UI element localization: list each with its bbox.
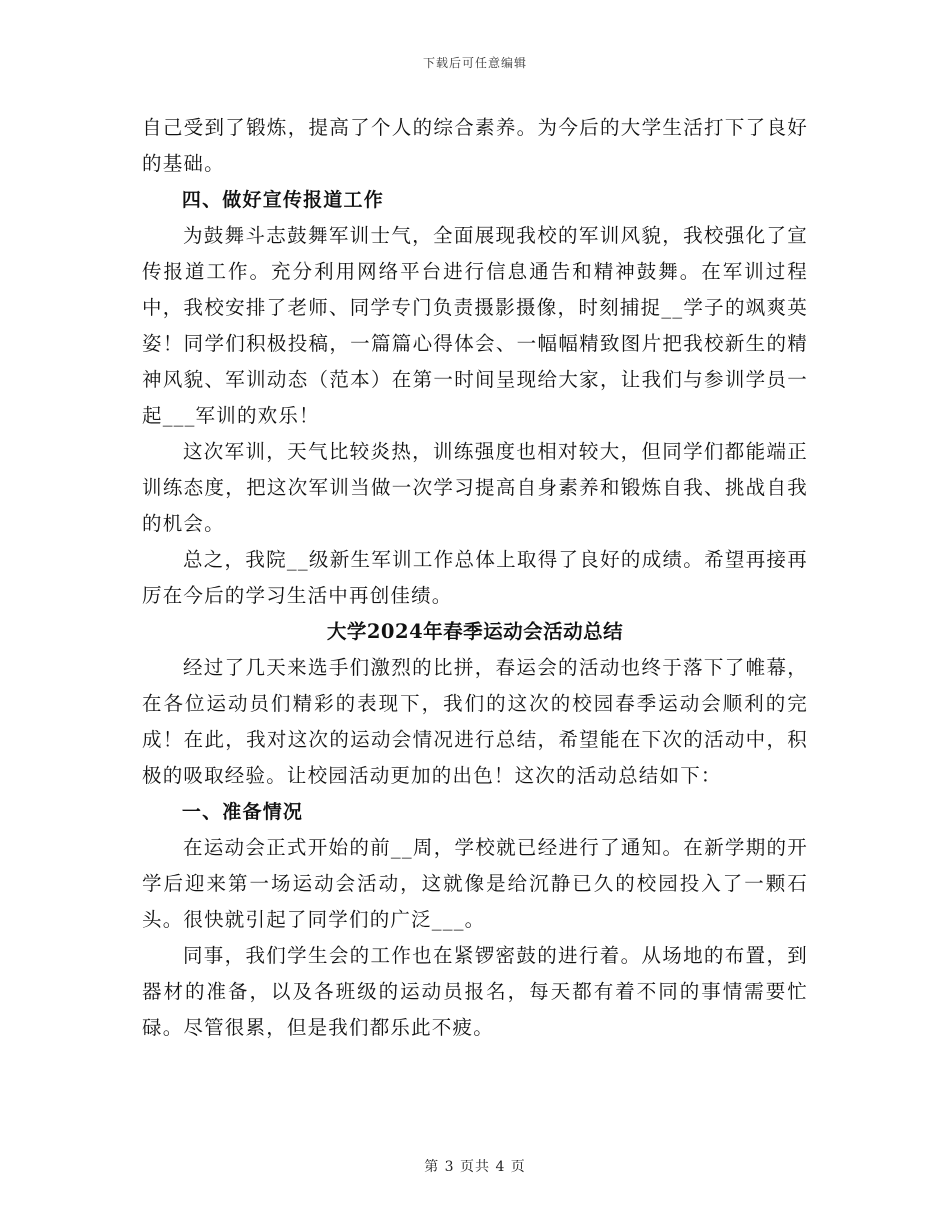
- section-heading-publicity: 四、做好宣传报道工作: [181, 189, 384, 211]
- page-footer: 第 3 页共 4 页: [424, 1159, 526, 1175]
- paragraph-conclusion: 总之，我院__级新生军训工作总体上取得了良好的成绩。希望再接再厉在今后的学习生活中再创佳绩。: [142, 548, 808, 607]
- paragraph-training-attitude: 这次军训，天气比较炎热，训练强度也相对较大，但同学们都能端正训练态度，把这次军训当做一次学习提高自身素养和锻炼自我、挑战自我的机会。: [142, 440, 808, 535]
- paragraph-notice: 在运动会正式开始的前__周，学校就已经进行了通知。在新学期的开学后迎来第一场运动会活动，这就像是给沉静已久的校园投入了一颗石头。很快就引起了同学们的广泛___。: [142, 836, 808, 931]
- paragraph-intro: 经过了几天来选手们激烈的比拼，春运会的活动也终于落下了帷幕，在各位运动员们精彩的表现下，我们的这次的校园春季运动会顺利的完成！在此，我对这次的运动会情况进行总结，希望能在下次的活动中，积极的吸取经验。让校园活动更加的出色！这次的活动总结如下：: [142, 656, 808, 787]
- document-body: [142, 110, 808, 1046]
- document-title: 大学2024年春季运动会活动总结: [326, 620, 624, 643]
- section-heading-preparation: 一、准备情况: [181, 801, 304, 823]
- paragraph-continuation: 自己受到了锻炼，提高了个人的综合素养。为今后的大学生活打下了良好的基础。: [142, 116, 808, 175]
- paragraph-publicity: 为鼓舞斗志鼓舞军训士气，全面展现我校的军训风貌，我校强化了宣传报道工作。充分利用网络平台进行信息通告和精神鼓舞。在军训过程中，我校安排了老师、同学专门负责摄影摄像，时刻捕捉__学子的飒爽英姿！同学们积极投稿，一篇篇心得体会、一幅幅精致图片把我校新生的精神风貌、军训动态（范本）在第一时间呈现给大家，让我们与参训学员一起___军训的欢乐！: [142, 224, 808, 427]
- paragraph-student-union: 同事，我们学生会的工作也在紧锣密鼓的进行着。从场地的布置，到器材的准备，以及各班级的运动员报名，每天都有着不同的事情需要忙碌。尽管很累，但是我们都乐此不疲。: [142, 944, 808, 1039]
- page-header: 下载后可任意编辑: [422, 56, 527, 70]
